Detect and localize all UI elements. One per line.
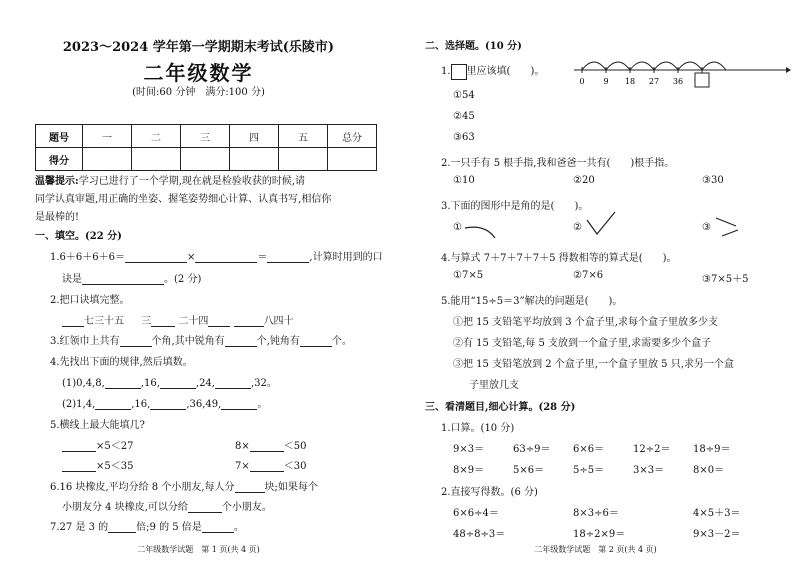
q3-option-1: ① (453, 222, 462, 233)
oral-calc-item: 8×0＝ (693, 465, 725, 476)
question-1-line-1: 1.6＋6＋6＋6＝ × ＝ ,计算时用到的口 (50, 252, 383, 263)
q5-option-1: ①把 15 支铅笔平均放到 3 个盒子里,求每个盒子里放多少支 (453, 317, 718, 328)
choice-question-5: 5.能用“15÷5＝3”解决的问题是( )。 (441, 296, 623, 307)
page-footer: 二年级数学试题 第 2 页(共 4 页) (534, 545, 657, 554)
direct-calc-item: 18÷2×9＝ (573, 529, 626, 540)
score-cell[interactable] (328, 148, 377, 171)
question-5: 5.横线上最大能填几? (50, 420, 145, 431)
blank[interactable] (82, 274, 164, 285)
q5-option-3-cont: 子里放几支 (469, 380, 519, 391)
blank[interactable] (151, 316, 175, 327)
blank[interactable] (250, 441, 284, 452)
blank[interactable] (267, 252, 309, 263)
choice-question-4: 4.与算式 7＋7＋7＋7＋5 得数相等的算式是( )。 (441, 253, 677, 264)
direct-calc-item: 48÷8÷3＝ (453, 529, 506, 540)
oral-calc-item: 63÷9＝ (513, 444, 551, 455)
question-6-line-1: 6.16 块橡皮,平均分给 8 个小朋友,每人分 块;如果每个 (50, 482, 318, 493)
direct-calc-item: 8×3÷6＝ (573, 508, 619, 519)
q2-option-3: ③30 (702, 175, 724, 186)
blank[interactable] (188, 502, 222, 513)
blank[interactable] (208, 316, 230, 327)
score-header-cell: 总分 (328, 125, 377, 148)
calc-question-1: 1.口算。(10 分) (441, 423, 515, 434)
blank[interactable] (62, 441, 96, 452)
oral-calc-item: 12÷2＝ (633, 444, 671, 455)
q4-option-1: ①7×5 (453, 270, 484, 281)
q2-option-2: ②20 (573, 175, 595, 186)
question-4: 4.先找出下面的规律,然后填数。 (50, 357, 193, 368)
tip-line-1: 温馨提示:学习已进行了一个学期,现在就是检验收获的时候,请 (35, 176, 306, 187)
blank[interactable] (221, 399, 257, 410)
oral-calc-item: 9×3＝ (453, 444, 485, 455)
direct-calc-item: 6×6÷4＝ (453, 508, 499, 519)
score-table (35, 124, 377, 171)
question-6-line-2: 小朋友分 4 块橡皮,可以分给 个小朋友。 (62, 502, 272, 513)
unknown-value-box (695, 73, 709, 87)
score-header-cell: 一 (83, 125, 132, 148)
arrowhead-icon (786, 67, 791, 73)
number-line-hop-arc (606, 62, 630, 70)
oral-calc-item: 6×6＝ (573, 444, 605, 455)
q3-option-3: ③ (702, 222, 711, 233)
score-header-cell: 三 (181, 125, 230, 148)
curve-shape-icon (463, 216, 503, 242)
blank[interactable] (225, 336, 257, 347)
q5-option-2: ②有 15 支铅笔,每 5 支放到一个盒子里,求需要多少个盒子 (453, 338, 712, 349)
number-line-hop-arc (678, 62, 702, 70)
section-3-heading: 三、看清题目,细心计算。(28 分) (425, 402, 576, 413)
open-lines-shape-icon (712, 214, 742, 238)
tip-line-3: 是最棒的! (35, 212, 80, 223)
score-cell[interactable] (279, 148, 328, 171)
choice-question-3: 3.下面的图形中是角的是( )。 (441, 201, 589, 212)
tick-label: 9 (603, 77, 609, 86)
subject-title: 二年级数学 (143, 61, 254, 85)
question-1-line-2: 诀是 。(2 分) (62, 274, 202, 285)
direct-calc-item: 4×5＋3＝ (693, 508, 741, 519)
page-2 (397, 0, 794, 561)
oral-calc-item: 8×9＝ (453, 465, 485, 476)
score-header-cell: 四 (230, 125, 279, 148)
score-cell[interactable] (181, 148, 230, 171)
blank[interactable] (202, 522, 234, 533)
oral-calc-item: 5×6＝ (513, 465, 545, 476)
score-cell[interactable] (83, 148, 132, 171)
question-5-c: ×5＜35 (62, 457, 133, 472)
tick-label: 18 (624, 77, 636, 86)
section-2-heading: 二、选择题。(10 分) (425, 41, 522, 52)
blank[interactable] (95, 399, 131, 410)
question-5-a: ×5＜27 (62, 437, 133, 452)
question-5-b: 8× ＜50 (235, 441, 307, 452)
question-3: 3.红领巾上共有 个角,其中锐角有 个,钝角有 个。 (50, 336, 352, 347)
oral-calc-item: 5÷5＝ (573, 465, 605, 476)
blank[interactable] (250, 461, 284, 472)
blank[interactable] (160, 378, 196, 389)
tick-label: 36 (672, 77, 684, 86)
score-cell[interactable] (230, 148, 279, 171)
q2-option-1: ①10 (453, 175, 475, 186)
blank[interactable] (234, 316, 264, 327)
calc-question-2: 2.直接写得数。(6 分) (441, 487, 538, 498)
oral-calc-item: 3×3＝ (633, 465, 665, 476)
q4-option-2: ②7×6 (573, 270, 604, 281)
question-7: 7.27 是 3 的 倍;9 的 5 倍是 。 (50, 522, 244, 533)
number-line-hop-arc (582, 62, 606, 70)
tick-label: 0 (579, 77, 585, 86)
blank[interactable] (150, 399, 186, 410)
score-cell[interactable] (132, 148, 181, 171)
question-5-d: 7× ＜30 (235, 461, 307, 472)
page-footer: 二年级数学试题 第 1 页(共 4 页) (137, 545, 260, 554)
q1-option-3: ③63 (453, 132, 475, 143)
blank[interactable] (195, 252, 257, 263)
blank[interactable] (105, 378, 141, 389)
tip-label: 温馨提示: (35, 176, 79, 187)
blank[interactable] (300, 336, 332, 347)
blank[interactable] (215, 378, 251, 389)
angle-shape-icon (583, 208, 623, 238)
score-header-cell: 二 (132, 125, 181, 148)
tick-label: 27 (648, 77, 660, 86)
question-2: 2.把口诀填完整。 (50, 295, 130, 306)
q4-option-3: ③7×5＋5 (702, 274, 749, 285)
question-4-part-2: (2)1,4, ,16, ,36,49, 。 (62, 399, 268, 410)
score-header-cell: 五 (279, 125, 328, 148)
tip-line-2: 同学认真审题,用正确的坐姿、握笔姿势细心计算、认真书写,相信你 (35, 194, 332, 205)
number-line-hop-arc (654, 62, 678, 70)
q3-option-2: ② (573, 222, 582, 233)
q5-option-3: ③把 15 支铅笔放到 2 个盒子里,一个盒子里放 5 只,求另一个盒 (453, 359, 734, 370)
q1-option-1: ①54 (453, 90, 475, 101)
number-line-hop-arc (702, 62, 726, 70)
direct-calc-item: 9×3－2＝ (693, 529, 741, 540)
blank[interactable] (120, 336, 152, 347)
blank[interactable] (108, 522, 136, 533)
question-4-part-1: (1)0,4,8, ,16, ,24, ,32。 (62, 378, 277, 389)
number-line-diagram (572, 54, 792, 92)
score-row-label: 得分 (36, 148, 83, 171)
score-header-cell: 题号 (36, 125, 83, 148)
blank[interactable] (62, 316, 84, 327)
oral-calc-item: 18÷9＝ (693, 444, 731, 455)
answer-box (451, 64, 467, 80)
question-2-items: 七三十五 三 二十四 八四十 (62, 312, 294, 327)
blank[interactable] (62, 461, 96, 472)
choice-question-2: 2.一只手有 5 根手指,我和爸爸一共有( )根手指。 (441, 158, 675, 169)
choice-question-1: 1. 里应该填( )。 (441, 62, 544, 80)
blank[interactable] (125, 252, 187, 263)
section-1-heading: 一、填空。(22 分) (35, 231, 122, 242)
number-line-hop-arc (630, 62, 654, 70)
q1-option-2: ②45 (453, 111, 475, 122)
blank[interactable] (235, 482, 265, 493)
exam-title: 2023～2024 学年第一学期期末考试(乐陵市) (62, 40, 335, 55)
exam-time-info: (时间:60 分钟 满分:100 分) (132, 87, 265, 98)
